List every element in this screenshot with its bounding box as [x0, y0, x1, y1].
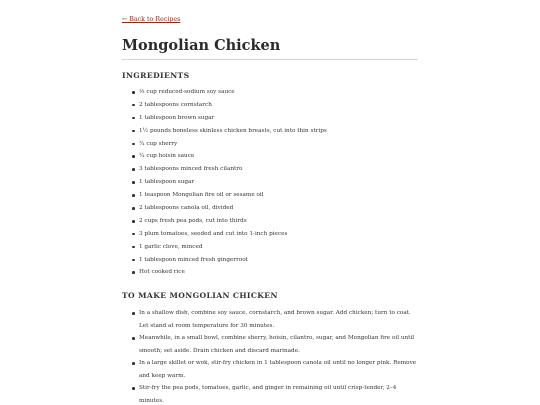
recipe-content [122, 15, 418, 405]
ingredient-item [122, 266, 418, 279]
method-steps-list [122, 307, 418, 405]
ingredient-text: 3 plum tomatoes, seeded and cut into 1-inch pieces [139, 230, 288, 237]
ingredient-text: 2 tablespoons cornstarch [139, 101, 212, 108]
bullet-icon [132, 91, 135, 94]
ingredient-text: 1½ pounds boneless skinless chicken breasts, cut into thin strips [139, 127, 327, 134]
ingredient-text: 1 tablespoon sugar [139, 179, 195, 186]
bullet-icon [132, 220, 135, 223]
bullet-icon [132, 207, 135, 210]
method-step [122, 332, 418, 356]
ingredient-text: ¼ cup sherry [139, 140, 178, 147]
ingredient-item [122, 202, 418, 215]
step-text: In a shallow dish, combine soy sauce, cornstarch, and brown sugar. Add chicken; turn to coat. Let stand at room temperature for 30 minutes. [139, 310, 411, 329]
ingredient-item [122, 241, 418, 254]
ingredients-list [122, 86, 418, 279]
ingredient-text: Hot cooked rice [139, 269, 185, 276]
ingredient-text: 1 teaspoon Mongolian fire oil or sesame oil [139, 192, 264, 199]
page-title: Mongolian Chicken [122, 37, 418, 60]
bullet-icon [132, 387, 135, 390]
bullet-icon [132, 194, 135, 197]
ingredient-text: ¼ cup hoisin sauce [139, 153, 195, 160]
bullet-icon [132, 312, 135, 315]
bullet-icon [132, 168, 135, 171]
bullet-icon [132, 104, 135, 107]
bullet-icon [132, 143, 135, 146]
method-step [122, 307, 418, 331]
method-heading: TO MAKE MONGOLIAN CHICKEN [122, 291, 278, 301]
step-text: Stir-fry the pea pods, tomatoes, garlic, and ginger in remaining oil until crisp-tender, 2–4 minutes. [139, 385, 397, 404]
bullet-icon [132, 155, 135, 158]
bullet-icon [132, 233, 135, 236]
ingredient-text: 2 cups fresh pea pods, cut into thirds [139, 217, 247, 224]
ingredient-text: 2 tablespoons canola oil, divided [139, 205, 234, 212]
bullet-icon [132, 130, 135, 133]
method-step [122, 357, 418, 381]
ingredient-item [122, 86, 418, 99]
ingredient-item [122, 99, 418, 112]
bullet-icon [132, 362, 135, 365]
step-text: In a large skillet or wok, stir-fry chicken in 1 tablespoon canola oil until no longer pink. Remove and keep warm. [139, 360, 417, 379]
step-text: Meanwhile, in a small bowl, combine sherry, hoisin, cilantro, sugar, and Mongolian fire oil until smooth; set aside. Drain chicken and discard marinade. [139, 335, 415, 354]
ingredient-item [122, 215, 418, 228]
ingredient-item [122, 125, 418, 138]
ingredient-item [122, 228, 418, 241]
ingredient-text: 1 tablespoon brown sugar [139, 114, 215, 121]
ingredient-item [122, 176, 418, 189]
bullet-icon [132, 246, 135, 249]
bullet-icon [132, 337, 135, 340]
ingredient-text: 1 garlic clove, minced [139, 243, 203, 250]
bullet-icon [132, 259, 135, 262]
ingredient-item [122, 189, 418, 202]
bullet-icon [132, 117, 135, 120]
ingredient-text: ⅓ cup reduced-sodium soy sauce [139, 89, 235, 95]
ingredient-item [122, 254, 418, 267]
bullet-icon [132, 271, 135, 274]
ingredient-item [122, 150, 418, 163]
bullet-icon [132, 181, 135, 184]
ingredient-text: 3 tablespoons minced fresh cilantro [139, 166, 243, 173]
ingredient-text: 1 tablespoon minced fresh gingerroot [139, 256, 248, 263]
back-to-recipes-link[interactable]: ← Back to Recipes [122, 16, 181, 23]
ingredient-item [122, 112, 418, 125]
ingredients-heading: INGREDIENTS [122, 71, 190, 80]
method-step [122, 382, 418, 405]
ingredient-item [122, 138, 418, 151]
ingredient-item [122, 163, 418, 176]
